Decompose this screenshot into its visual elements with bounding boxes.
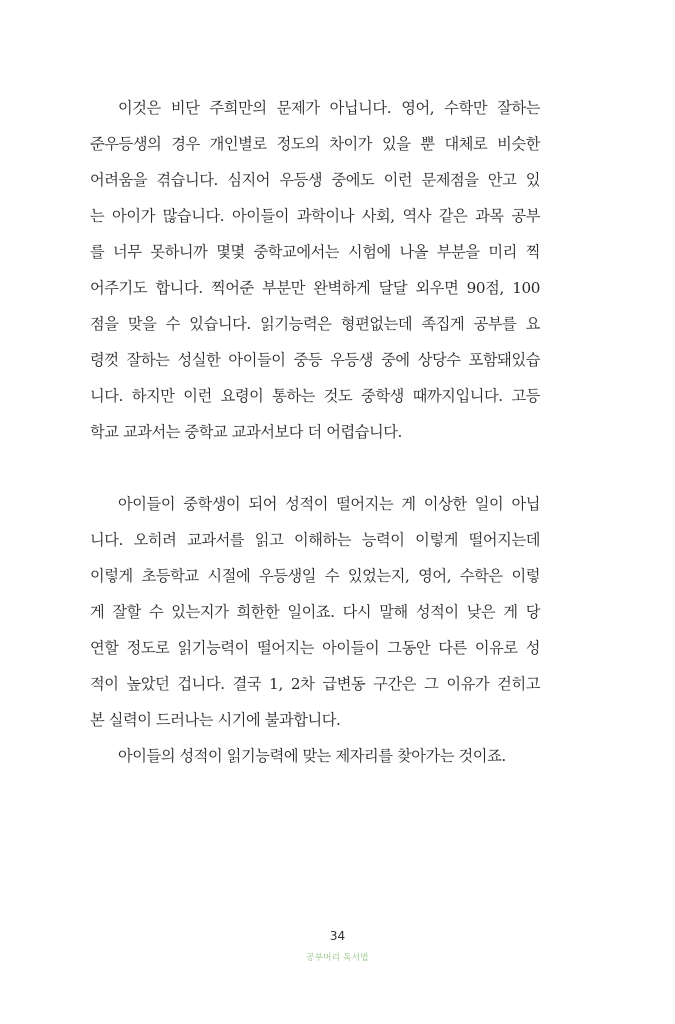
paragraph-line: 적이 높았던 겁니다. 결국 1, 2차 급변동 구간은 그 이유가 걷히고 (90, 675, 540, 693)
paragraph-line: 점을 맞을 수 있습니다. 읽기능력은 형편없는데 족집게 공부를 요 (90, 315, 540, 333)
paragraph-line: 아이들이 중학생이 되어 성적이 떨어지는 게 이상한 일이 아닙 (118, 495, 540, 513)
paragraph-line: 학교 교과서는 중학교 교과서보다 더 어렵습니다. (90, 423, 402, 441)
paragraph-line: 준우등생의 경우 개인별로 정도의 차이가 있을 뿐 대체로 비슷한 (90, 135, 540, 153)
paragraph-line: 는 아이가 많습니다. 아이들이 과학이나 사회, 역사 같은 과목 공부 (90, 207, 540, 225)
paragraph-line: 본 실력이 드러나는 시기에 불과합니다. (90, 711, 341, 729)
paragraph-line: 니다. 오히려 교과서를 읽고 이해하는 능력이 이렇게 떨어지는데 (90, 531, 540, 549)
running-footer: 공부머리 독서법 (306, 953, 369, 963)
paragraph-line: 이렇게 초등학교 시절에 우등생일 수 있었는지, 영어, 수학은 이렇 (90, 567, 540, 585)
paragraph-line: 아이들의 성적이 읽기능력에 맞는 제자리를 찾아가는 것이죠. (118, 747, 506, 765)
paragraph-line: 어려움을 겪습니다. 심지어 우등생 중에도 이런 문제점을 안고 있 (90, 171, 540, 189)
paragraph-line: 게 잘할 수 있는지가 희한한 일이죠. 다시 말해 성적이 낮은 게 당 (90, 603, 540, 621)
page-number: 34 (329, 929, 346, 943)
paragraph-line: 이것은 비단 주희만의 문제가 아닙니다. 영어, 수학만 잘하는 (118, 99, 540, 117)
paragraph-line: 어주기도 합니다. 찍어준 부분만 완벽하게 달달 외우면 90점, 100 (90, 279, 540, 297)
paragraph-line: 니다. 하지만 이런 요령이 통하는 것도 중학생 때까지입니다. 고등 (90, 387, 540, 405)
paragraph-line: 연할 정도로 읽기능력이 떨어지는 아이들이 그동안 다른 이유로 성 (90, 639, 540, 657)
paragraph-line: 령껏 잘하는 성실한 아이들이 중등 우등생 중에 상당수 포함돼있습 (90, 351, 540, 369)
paragraph-line: 를 너무 못하니까 몇몇 중학교에서는 시험에 나올 부분을 미리 찍 (90, 243, 540, 261)
